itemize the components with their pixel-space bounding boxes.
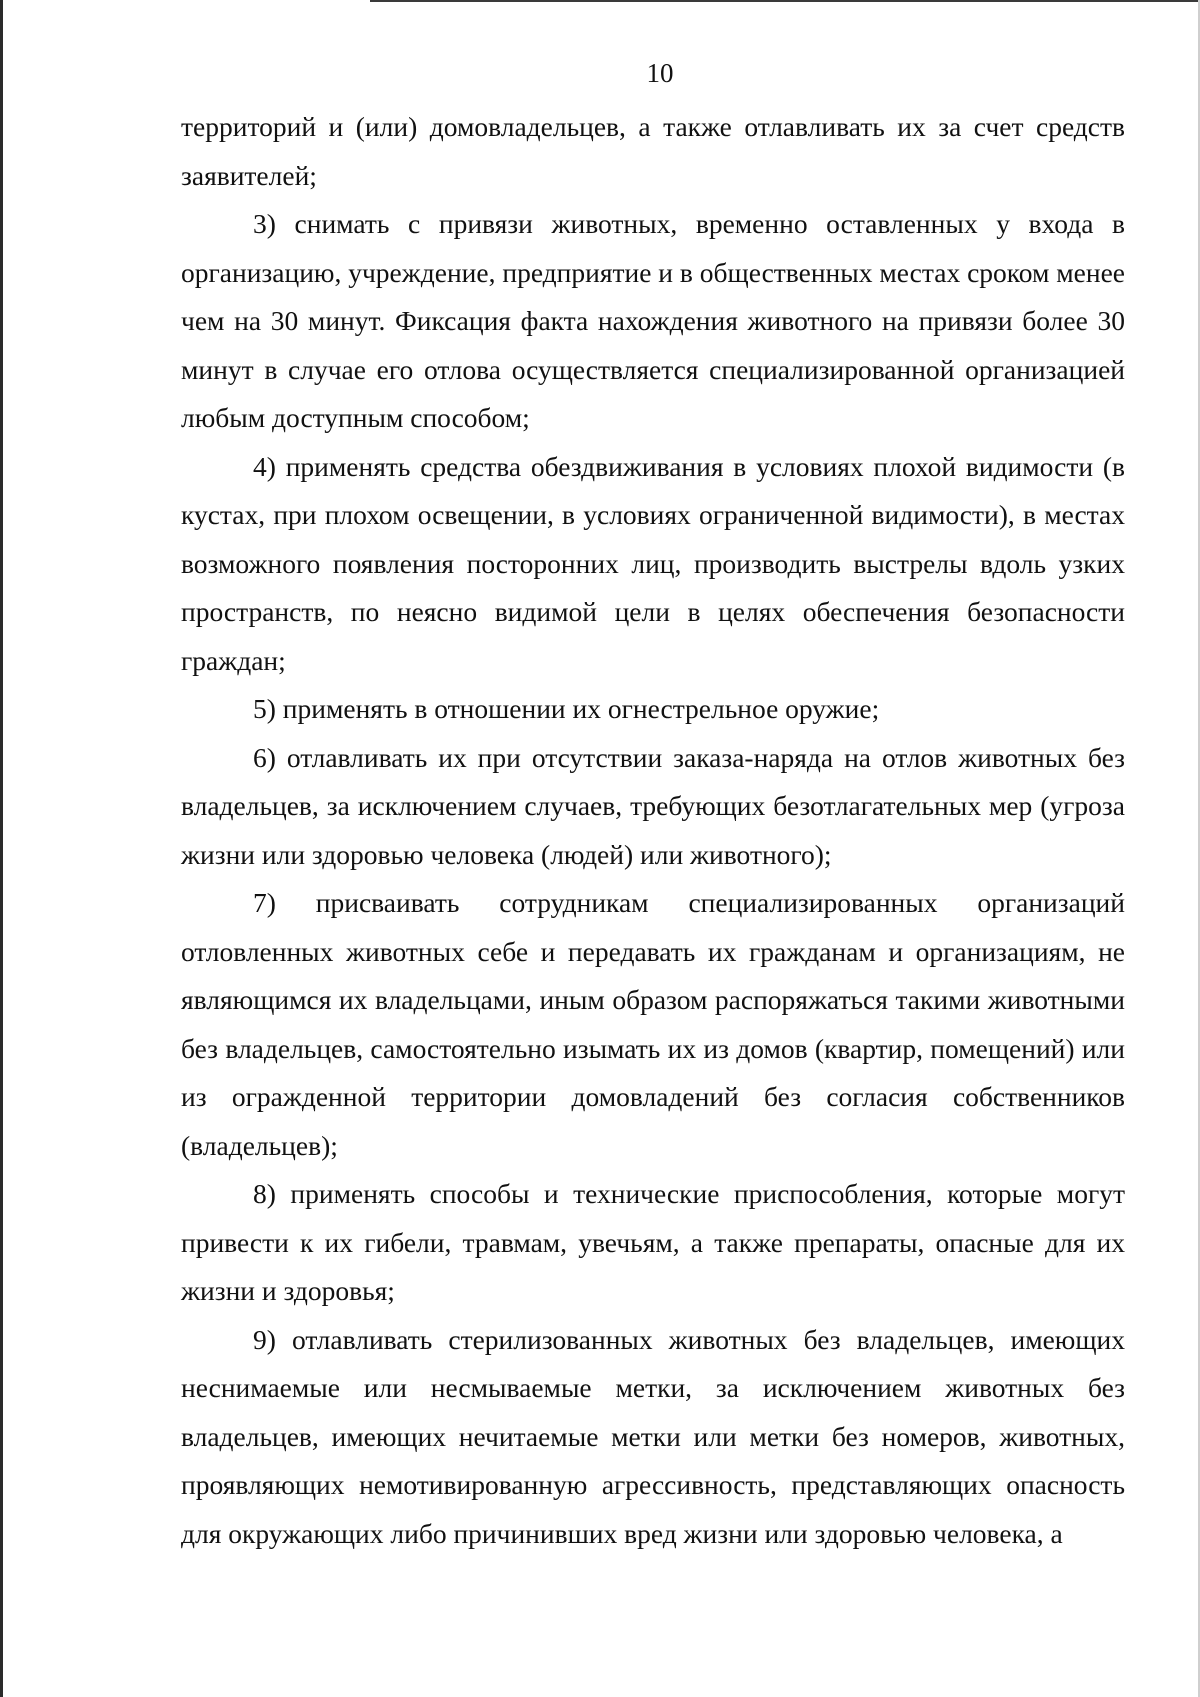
- page-number: 10: [646, 58, 674, 88]
- scan-edge-top: [370, 0, 1200, 2]
- list-item-6: 6) отлавливать их при отсутствии заказа-наряда на отлов животных без владельцев, за исключением случаев, требующих безотлагательных мер (угроза жизни или здоровью человека (людей) или животного);: [181, 741, 1125, 870]
- paragraph-continuation: территорий и (или) домовладельцев, а также отлавливать их за счет средств заявителей;: [181, 111, 1125, 191]
- scan-edge-left: [0, 0, 3, 1697]
- list-item-4: 4) применять средства обездвиживания в условиях плохой видимости (в кустах, при плохом освещении, в условиях ограниченной видимости), в местах возможного появления посторонних лиц, производить выстрелы вдоль узких пространств, по неясно видимой цели в целях обеспечения безопасности граждан;: [181, 450, 1125, 676]
- list-item-3: 3) снимать с привязи животных, временно оставленных у входа в организацию, учреждение, предприятие и в общественных местах сроком менее чем на 30 минут. Фиксация факта нахождения животного на привязи более 30 минут в случае его отлова осуществляется специализированной организацией любым доступным способом;: [181, 208, 1125, 433]
- document-body: [181, 103, 1125, 1558]
- list-item-7: 7) присваивать сотрудникам специализированных организаций отловленных животных себе и передавать их гражданам и организациям, не являющимся их владельцами, иным образом распоряжаться такими животными без владельцев, самостоятельно изымать их из домов (квартир, помещений) или из огражденной территории домовладений без согласия собственников (владельцев);: [181, 887, 1125, 1161]
- list-item-5: 5) применять в отношении их огнестрельное оружие;: [253, 693, 880, 724]
- list-item-8: 8) применять способы и технические приспособления, которые могут привести к их гибели, травмам, увечьям, а также препараты, опасные для их жизни и здоровья;: [181, 1178, 1125, 1306]
- list-item-9: 9) отлавливать стерилизованных животных без владельцев, имеющих неснимаемые или несмываемые метки, за исключением животных без владельцев, имеющих нечитаемые метки или метки без номеров, животных, проявляющих немотивированную агрессивность, представляющих опасность для окружающих либо причинивших вред жизни или здоровью человека, а: [181, 1323, 1125, 1549]
